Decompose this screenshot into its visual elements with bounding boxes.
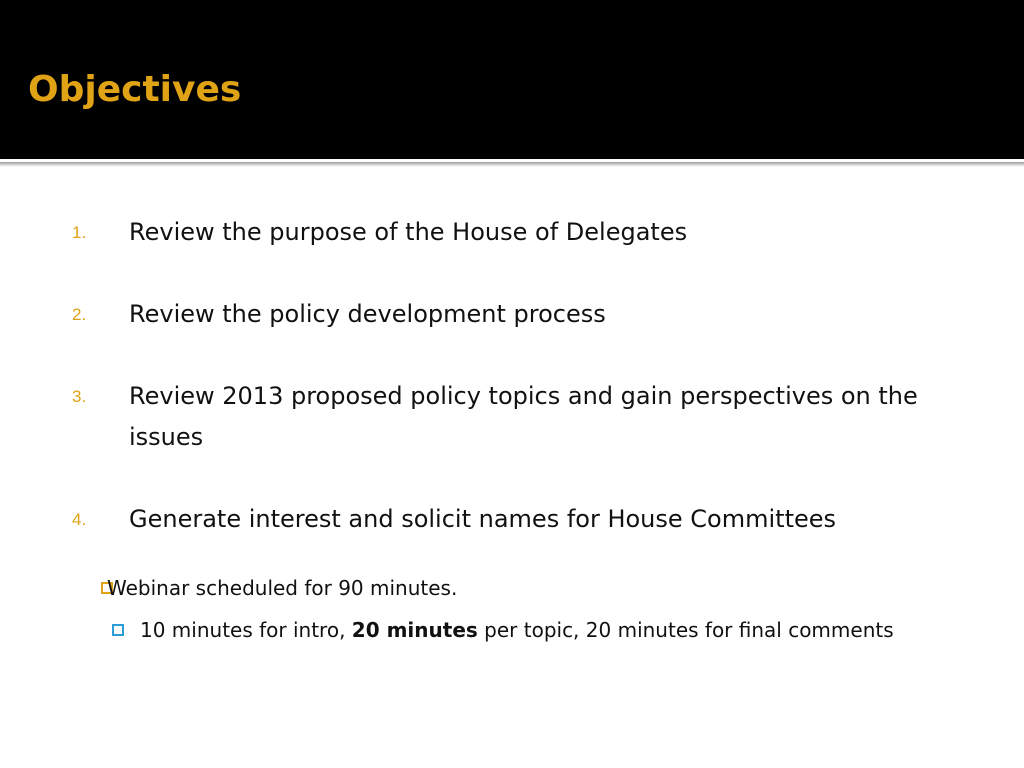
sub-bullet-text-after: per topic, 20 minutes for final comments xyxy=(477,618,894,642)
objective-number: 1. xyxy=(72,223,87,242)
sub-bullet-text xyxy=(140,614,900,647)
bullet-text: Webinar scheduled for 90 minutes. xyxy=(107,576,458,600)
sub-bullet-text-before: 10 minutes for intro, xyxy=(140,618,352,642)
objective-number: 2. xyxy=(72,305,87,324)
objective-text: Review 2013 proposed policy topics and gain perspectives on the issues xyxy=(129,382,918,451)
title-divider xyxy=(0,159,1024,167)
objective-number: 3. xyxy=(72,387,87,406)
slide-title: Objectives xyxy=(28,69,242,110)
objective-text: Review the policy development process xyxy=(129,300,606,328)
sub-bullet-text-bold: 20 minutes xyxy=(351,618,478,642)
title-bar xyxy=(0,0,1024,159)
checkbox-icon xyxy=(112,624,124,636)
objective-text: Generate interest and solicit names for House Committees xyxy=(129,505,837,533)
objective-number: 4. xyxy=(72,510,87,529)
objective-text: Review the purpose of the House of Delegates xyxy=(129,218,688,246)
